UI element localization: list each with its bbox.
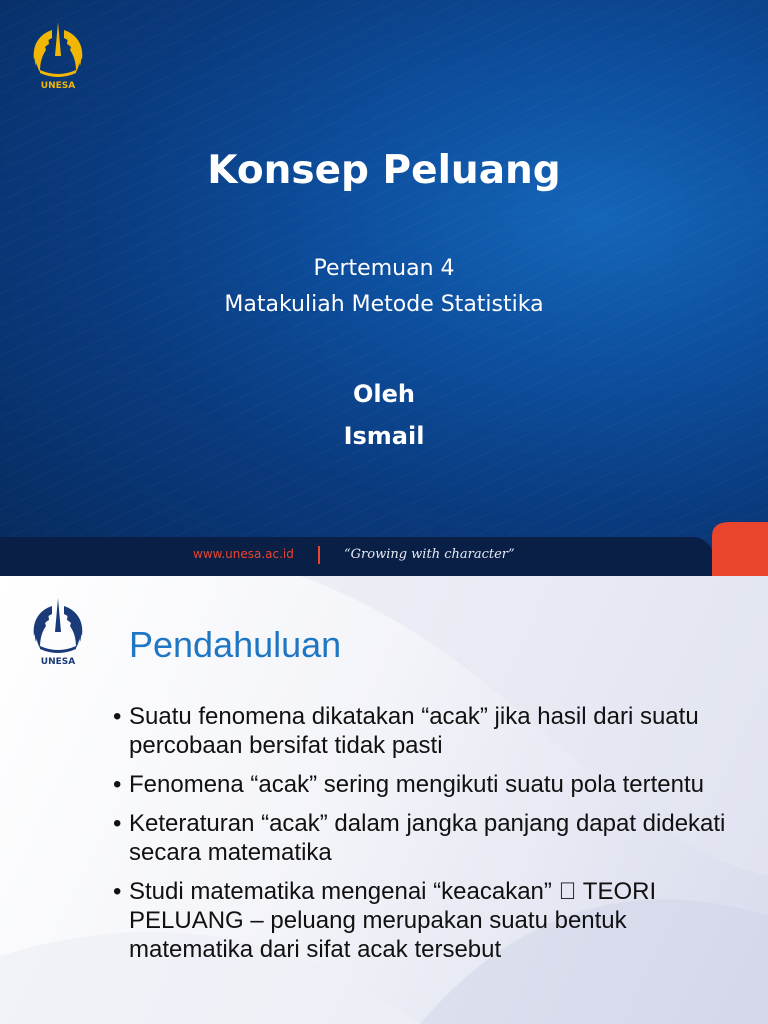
list-item: • Suatu fenomena dikatakan “acak” jika hasil dari suatu percobaan bersifat tidak pasti (113, 702, 753, 760)
unesa-logo-icon (22, 16, 94, 92)
logo-text: UNESA (40, 657, 76, 667)
unesa-logo-icon (22, 592, 94, 668)
author-name: Ismail (343, 422, 425, 450)
list-item: • Fenomena “acak” sering mengikuti suatu pola tertentu (113, 770, 753, 799)
footer-tagline: “Growing with character” (344, 547, 515, 562)
list-item: • Studi matematika mengenai “keacakan”   TEORI PELUANG – peluang merupakan suatu bentuk matematika dari sifat acak tersebut (113, 877, 753, 964)
footer-accent (712, 522, 768, 576)
list-item: • Keteraturan “acak” dalam jangka panjang dapat didekati secara matematika (113, 809, 753, 867)
slide-title: Konsep Peluang (207, 148, 561, 193)
course-name: Matakuliah Metode Statistika (224, 292, 544, 317)
footer-separator (318, 546, 320, 564)
footer-url: www.unesa.ac.id (193, 547, 294, 561)
slide-subtitle: Pertemuan 4 (313, 256, 455, 281)
bullet-list (113, 702, 753, 974)
author-label: Oleh (353, 380, 415, 408)
logo-text: UNESA (40, 81, 76, 91)
slide-title: Pendahuluan (129, 624, 342, 665)
